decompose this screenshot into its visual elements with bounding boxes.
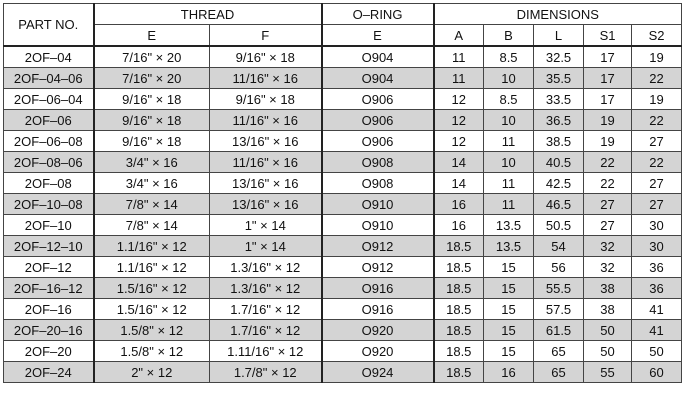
part-no-cell: 2OF–16: [4, 299, 94, 320]
dim-a-cell: 11: [434, 46, 484, 68]
dimensions-header: DIMENSIONS: [434, 4, 682, 25]
dim-a-cell: 14: [434, 152, 484, 173]
table-row: [4, 320, 682, 341]
dim-s1-cell: 32: [584, 257, 632, 278]
thread-header: THREAD: [94, 4, 322, 25]
thread-f-cell: 1.7/16" × 12: [210, 299, 322, 320]
oring-cell: O906: [322, 110, 434, 131]
dim-s2-cell: 22: [632, 110, 682, 131]
dim-s2-cell: 22: [632, 68, 682, 89]
dim-s1-cell: 22: [584, 152, 632, 173]
dim-b-header: B: [484, 25, 534, 47]
dim-a-cell: 12: [434, 110, 484, 131]
part-no-cell: 2OF–10–08: [4, 194, 94, 215]
thread-e-cell: 7/16" × 20: [94, 68, 210, 89]
thread-f-header: F: [210, 25, 322, 47]
dim-l-cell: 50.5: [534, 215, 584, 236]
thread-f-cell: 1.7/16" × 12: [210, 320, 322, 341]
dim-a-cell: 18.5: [434, 320, 484, 341]
oring-cell: O904: [322, 68, 434, 89]
dim-s2-cell: 50: [632, 341, 682, 362]
dim-s2-cell: 19: [632, 89, 682, 110]
dim-b-cell: 11: [484, 173, 534, 194]
dim-l-cell: 55.5: [534, 278, 584, 299]
dim-b-cell: 10: [484, 110, 534, 131]
dim-s1-cell: 32: [584, 236, 632, 257]
dim-b-cell: 8.5: [484, 46, 534, 68]
part-no-cell: 2OF–16–12: [4, 278, 94, 299]
table-row: [4, 257, 682, 278]
table-row: [4, 68, 682, 89]
dim-s2-cell: 27: [632, 131, 682, 152]
part-no-cell: 2OF–06–08: [4, 131, 94, 152]
dim-l-cell: 57.5: [534, 299, 584, 320]
oring-header: O–RING: [322, 4, 434, 25]
thread-f-cell: 13/16" × 16: [210, 173, 322, 194]
dim-b-cell: 11: [484, 194, 534, 215]
dim-s1-cell: 38: [584, 278, 632, 299]
thread-f-cell: 9/16" × 18: [210, 46, 322, 68]
part-no-cell: 2OF–04–06: [4, 68, 94, 89]
dim-s1-cell: 55: [584, 362, 632, 383]
table-body: [4, 46, 682, 383]
table-row: [4, 89, 682, 110]
dim-s2-cell: 27: [632, 173, 682, 194]
dim-b-cell: 13.5: [484, 215, 534, 236]
thread-e-cell: 2" × 12: [94, 362, 210, 383]
dim-a-cell: 12: [434, 89, 484, 110]
thread-e-cell: 9/16" × 18: [94, 110, 210, 131]
thread-e-cell: 3/4" × 16: [94, 173, 210, 194]
oring-cell: O924: [322, 362, 434, 383]
dim-a-cell: 16: [434, 194, 484, 215]
thread-e-cell: 1.1/16" × 12: [94, 257, 210, 278]
dim-l-cell: 65: [534, 362, 584, 383]
dim-s1-cell: 19: [584, 131, 632, 152]
dim-l-cell: 40.5: [534, 152, 584, 173]
dim-l-cell: 33.5: [534, 89, 584, 110]
dim-b-cell: 8.5: [484, 89, 534, 110]
thread-f-cell: 1" × 14: [210, 215, 322, 236]
dim-l-cell: 65: [534, 341, 584, 362]
oring-cell: O910: [322, 194, 434, 215]
part-no-cell: 2OF–04: [4, 46, 94, 68]
fitting-spec-table: [3, 3, 682, 383]
dim-b-cell: 15: [484, 257, 534, 278]
oring-cell: O920: [322, 320, 434, 341]
thread-e-cell: 3/4" × 16: [94, 152, 210, 173]
oring-cell: O920: [322, 341, 434, 362]
dim-l-cell: 36.5: [534, 110, 584, 131]
thread-e-cell: 7/8" × 14: [94, 194, 210, 215]
table-row: [4, 236, 682, 257]
table-row: [4, 299, 682, 320]
dim-b-cell: 10: [484, 152, 534, 173]
dim-b-cell: 15: [484, 341, 534, 362]
part-no-header: PART NO.: [4, 4, 94, 47]
dim-a-cell: 11: [434, 68, 484, 89]
dim-a-cell: 18.5: [434, 362, 484, 383]
dim-a-cell: 18.5: [434, 257, 484, 278]
dim-b-cell: 15: [484, 299, 534, 320]
dim-s1-cell: 27: [584, 194, 632, 215]
thread-e-cell: 1.5/16" × 12: [94, 278, 210, 299]
dim-b-cell: 15: [484, 320, 534, 341]
dim-s2-cell: 36: [632, 278, 682, 299]
dim-b-cell: 10: [484, 68, 534, 89]
dim-b-cell: 16: [484, 362, 534, 383]
dim-a-cell: 14: [434, 173, 484, 194]
dim-s1-cell: 19: [584, 110, 632, 131]
table-row: [4, 173, 682, 194]
spec-table-container: [3, 3, 682, 383]
part-no-cell: 2OF–12–10: [4, 236, 94, 257]
oring-cell: O912: [322, 257, 434, 278]
dim-l-cell: 46.5: [534, 194, 584, 215]
oring-cell: O912: [322, 236, 434, 257]
thread-e-cell: 9/16" × 18: [94, 131, 210, 152]
dim-a-cell: 16: [434, 215, 484, 236]
dim-s1-cell: 17: [584, 68, 632, 89]
dim-s1-cell: 17: [584, 89, 632, 110]
thread-f-cell: 11/16" × 16: [210, 68, 322, 89]
table-header: [4, 4, 682, 47]
thread-e-cell: 7/16" × 20: [94, 46, 210, 68]
dim-a-cell: 18.5: [434, 278, 484, 299]
dim-l-cell: 38.5: [534, 131, 584, 152]
thread-f-cell: 1.3/16" × 12: [210, 278, 322, 299]
part-no-cell: 2OF–20: [4, 341, 94, 362]
dim-l-cell: 54: [534, 236, 584, 257]
table-row: [4, 46, 682, 68]
dim-l-cell: 32.5: [534, 46, 584, 68]
part-no-cell: 2OF–12: [4, 257, 94, 278]
dim-s1-cell: 27: [584, 215, 632, 236]
dim-a-header: A: [434, 25, 484, 47]
dim-s2-cell: 36: [632, 257, 682, 278]
dim-s1-cell: 50: [584, 320, 632, 341]
table-row: [4, 362, 682, 383]
dim-s1-header: S1: [584, 25, 632, 47]
oring-cell: O904: [322, 46, 434, 68]
table-row: [4, 341, 682, 362]
dim-s2-cell: 41: [632, 299, 682, 320]
thread-e-cell: 7/8" × 14: [94, 215, 210, 236]
dim-s2-cell: 22: [632, 152, 682, 173]
dim-s2-cell: 41: [632, 320, 682, 341]
dim-b-cell: 11: [484, 131, 534, 152]
part-no-cell: 2OF–10: [4, 215, 94, 236]
thread-f-cell: 13/16" × 16: [210, 131, 322, 152]
table-row: [4, 215, 682, 236]
part-no-cell: 2OF–06–04: [4, 89, 94, 110]
thread-f-cell: 9/16" × 18: [210, 89, 322, 110]
oring-e-header: E: [322, 25, 434, 47]
dim-s1-cell: 50: [584, 341, 632, 362]
oring-cell: O908: [322, 152, 434, 173]
dim-a-cell: 18.5: [434, 299, 484, 320]
dim-s1-cell: 22: [584, 173, 632, 194]
thread-f-cell: 13/16" × 16: [210, 194, 322, 215]
thread-f-cell: 11/16" × 16: [210, 110, 322, 131]
thread-e-cell: 1.5/8" × 12: [94, 341, 210, 362]
dim-l-cell: 56: [534, 257, 584, 278]
thread-f-cell: 1.3/16" × 12: [210, 257, 322, 278]
thread-e-cell: 1.5/16" × 12: [94, 299, 210, 320]
part-no-cell: 2OF–06: [4, 110, 94, 131]
thread-e-cell: 9/16" × 18: [94, 89, 210, 110]
oring-cell: O916: [322, 278, 434, 299]
dim-l-cell: 42.5: [534, 173, 584, 194]
oring-cell: O910: [322, 215, 434, 236]
dim-b-cell: 15: [484, 278, 534, 299]
thread-e-cell: 1.5/8" × 12: [94, 320, 210, 341]
dim-s2-cell: 19: [632, 46, 682, 68]
part-no-cell: 2OF–20–16: [4, 320, 94, 341]
dim-a-cell: 12: [434, 131, 484, 152]
dim-s1-cell: 38: [584, 299, 632, 320]
dim-s2-cell: 27: [632, 194, 682, 215]
thread-e-header: E: [94, 25, 210, 47]
oring-cell: O916: [322, 299, 434, 320]
table-row: [4, 194, 682, 215]
dim-s2-cell: 60: [632, 362, 682, 383]
table-row: [4, 131, 682, 152]
oring-cell: O906: [322, 89, 434, 110]
dim-s1-cell: 17: [584, 46, 632, 68]
dim-b-cell: 13.5: [484, 236, 534, 257]
thread-f-cell: 1.11/16" × 12: [210, 341, 322, 362]
dim-s2-cell: 30: [632, 215, 682, 236]
dim-s2-cell: 30: [632, 236, 682, 257]
oring-cell: O908: [322, 173, 434, 194]
table-row: [4, 110, 682, 131]
table-row: [4, 278, 682, 299]
part-no-cell: 2OF–08: [4, 173, 94, 194]
thread-f-cell: 1" × 14: [210, 236, 322, 257]
part-no-cell: 2OF–08–06: [4, 152, 94, 173]
thread-f-cell: 1.7/8" × 12: [210, 362, 322, 383]
thread-e-cell: 1.1/16" × 12: [94, 236, 210, 257]
dim-l-cell: 61.5: [534, 320, 584, 341]
dim-a-cell: 18.5: [434, 236, 484, 257]
part-no-cell: 2OF–24: [4, 362, 94, 383]
thread-f-cell: 11/16" × 16: [210, 152, 322, 173]
dim-a-cell: 18.5: [434, 341, 484, 362]
oring-cell: O906: [322, 131, 434, 152]
dim-s2-header: S2: [632, 25, 682, 47]
dim-l-header: L: [534, 25, 584, 47]
dim-l-cell: 35.5: [534, 68, 584, 89]
table-row: [4, 152, 682, 173]
